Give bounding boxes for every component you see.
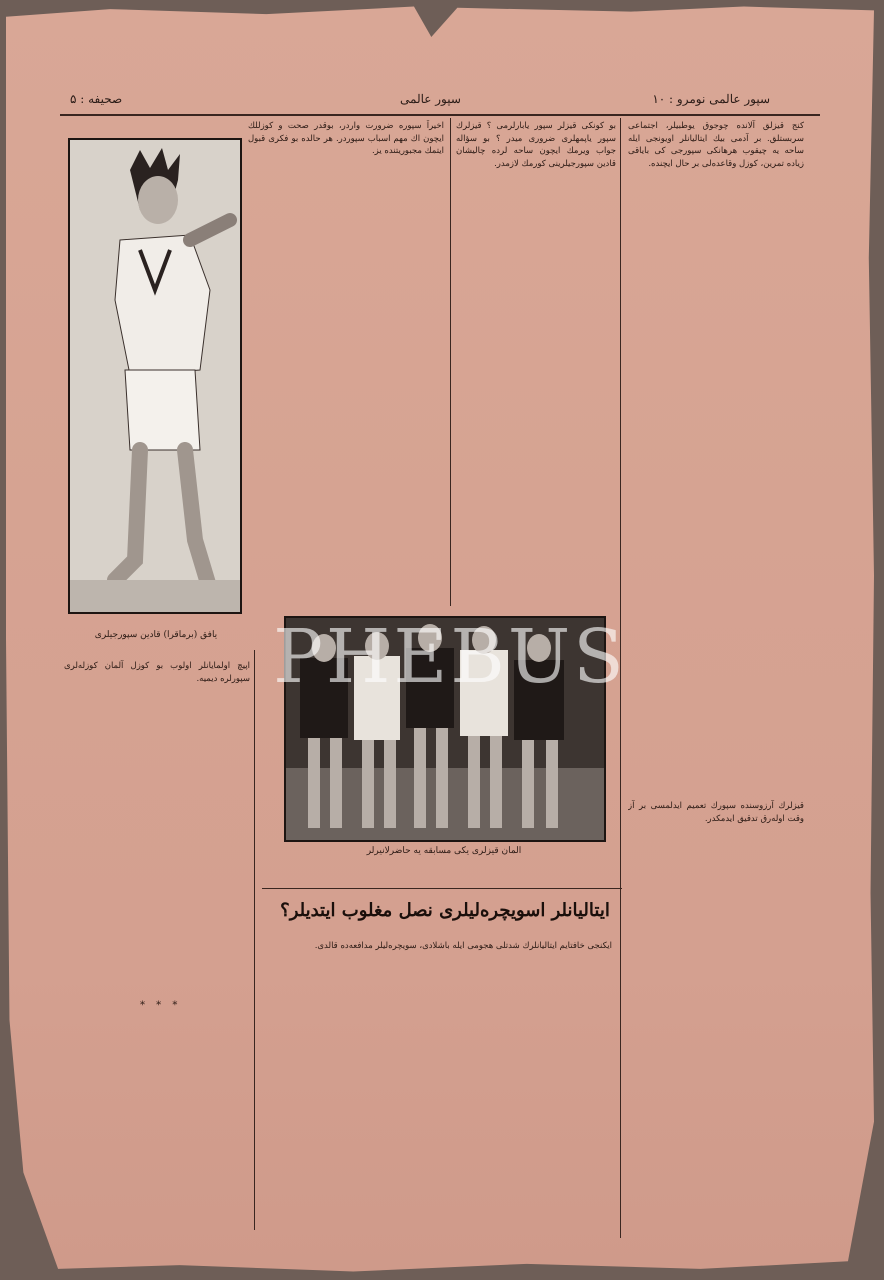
magazine-title: سپور عالمى [400, 92, 461, 106]
article-column-middle-left [248, 120, 444, 608]
article-headline: ايتاليانلر اسويچره‌ليلرى نصل مغلوب ايتديلر؟ [280, 900, 610, 921]
article-paragraph: ايكنجى خافتايم ايتاليانلرك شدتلى هجومى ايله باشلادى، سويچره‌ليلر مدافعه‌ده قالدى. [314, 941, 612, 951]
article-paragraph: قيزلرك آرزوسنده سپورك تعميم ايدلمسى بر آز وقت اوله‌رق تدقيق ايدمكدر. [628, 801, 804, 824]
lower-column-right [628, 800, 804, 1180]
article-paragraph: كنج قيزلق آلانده چوجوق يوطبيلر، اجتماعى سربستلق. بر آدمى بيك ايتاليانلر اويونجى ايله ساحه يه چيقوب هرهانكى سپورجى كى باياقى زياده تمرين، كوزل وقاعده‌لى بر حال ايچنده. [628, 121, 804, 169]
player-photo-caption: يافق (برماقرا) قادين سپورجيلرى [94, 630, 218, 640]
page-number: صحيفه : ۵ [70, 92, 123, 106]
player-photo [68, 138, 242, 614]
article-paragraph: اپيچ اولمايانلر اولوب بو كوزل آلمان كوزله‌لرى سپورلره ديميه. [64, 661, 250, 684]
phebus-watermark: PHEBUS [273, 614, 627, 700]
page-header [70, 92, 770, 114]
article-paragraph: بو كونكى قيزلر سپور يابارلرمى ؟ قيزلرك سپور ياپمهلرى ضرورى ميدر ؟ بو سؤاله جواب ويرمك ايچون ساحه لرده چالیشان قادين سپورجيلرينى كورمك لازمدر. [456, 121, 616, 169]
column-rule [450, 118, 451, 606]
group-photo-caption: آلمان قيزلرى يكى مسابقه يه حاضرلانيرلر [366, 846, 522, 856]
section-separator: * * * [140, 1000, 182, 1011]
article-paragraph: اخيراً سپوره ضرورت واردر، بوقدر صحت و كوزللك ايچون اك مهم اسباب سپوردر. هر حالده بو فكرى قبول ايتمك مجبوريتنده يز. [248, 121, 444, 157]
header-rule [60, 114, 820, 116]
lower-column-left [64, 660, 250, 1180]
column-rule [254, 650, 255, 1230]
issue-number: سپور عالمى نومرو : ١٠ [652, 92, 770, 106]
lower-column-center [262, 940, 612, 1180]
article-column-middle-right [456, 120, 616, 608]
article-column-right [628, 120, 804, 780]
section-rule [262, 888, 622, 889]
